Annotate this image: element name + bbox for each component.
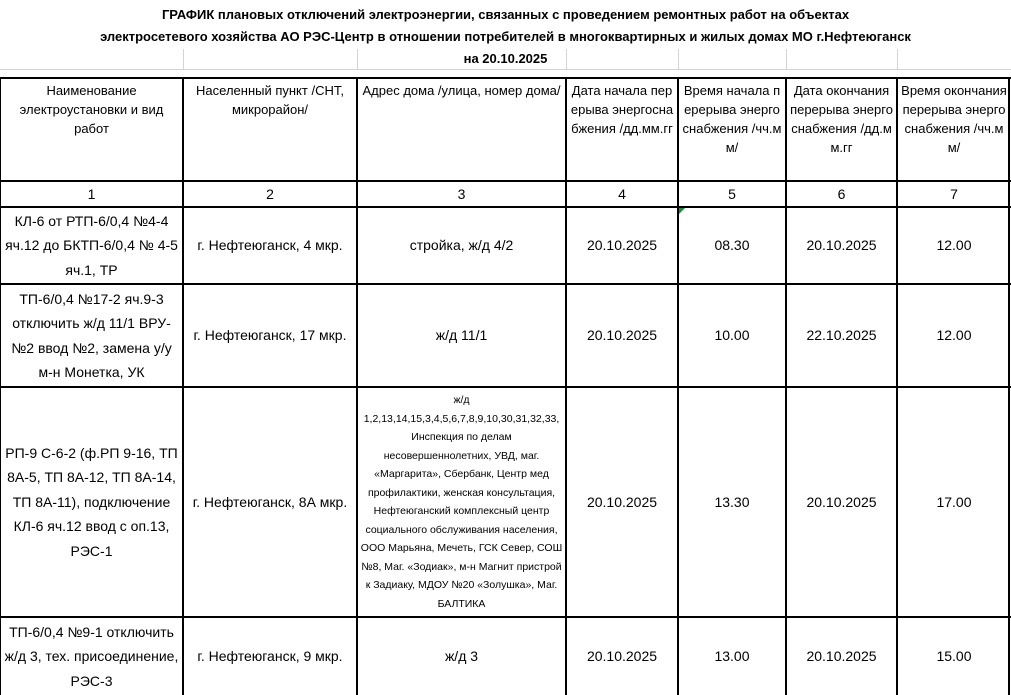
column-number: 5 <box>728 186 736 202</box>
table-border <box>0 206 1011 208</box>
title-line-2: электросетевого хозяйства АО РЭС-Центр в отношении потребителей в многоквартирных и жилых домах МО г.Нефтеюганск <box>100 28 911 44</box>
header-start-time: Время начала перерыва энергоснабжения /чч.мм/ <box>682 83 782 155</box>
row-1-start-date: 20.10.2025 <box>586 237 658 254</box>
row-1-end-date: 20.10.2025 <box>806 237 877 254</box>
title-date: на 20.10.2025 <box>463 50 548 66</box>
header-installation: Наименование электроустановки и вид работ <box>19 83 164 136</box>
table-border <box>785 77 787 695</box>
header-address: Адрес дома /улица, номер дома/ <box>362 83 561 98</box>
row-3-address: ж/д 1,2,13,14,15,3,4,5,6,7,8,9,10,30,31,32,33, Инспекция по делам несовершеннолетних, УВД, маг. «Маргарита», Сбербанк, Центр мед профилактики, женская консультация, Нефтеюганский комплексный центр социального обслуживания населения, ООО Марьяна, Мечеть, ГСК Север, СОШ №8, Маг. «Зодиак», м-н Магнит пристрой к Задиаку, МДОУ №20 «Золушка», Маг. БАЛТИКА <box>360 394 563 610</box>
cell-error-marker-icon <box>679 208 685 214</box>
row-4-start-date: 20.10.2025 <box>586 648 658 665</box>
table-border <box>0 616 1011 618</box>
row-2-locality: г. Нефтеюганск, 17 мкр. <box>193 327 347 344</box>
row-2-address: ж/д 11/1 <box>435 327 488 344</box>
row-1-locality: г. Нефтеюганск, 4 мкр. <box>197 237 343 254</box>
table-border <box>0 386 1011 388</box>
column-number: 1 <box>87 186 96 202</box>
column-number: 3 <box>457 186 466 202</box>
row-1-installation: КЛ-6 от РТП-6/0,4 №4-4 яч.12 до БКТП-6/0,4 № 4-5 яч.1, ТР <box>5 212 178 278</box>
row-4-end-time: 15.00 <box>936 648 972 665</box>
column-number: 6 <box>837 186 846 202</box>
header-end-date: Дата окончания перерыва энергоснабжения /дд.мм.гг <box>790 83 893 155</box>
row-2-end-time: 12.00 <box>936 327 972 344</box>
row-4-locality: г. Нефтеюганск, 9 мкр. <box>197 648 343 665</box>
table-border <box>0 77 1 695</box>
table-border <box>0 77 1011 79</box>
column-number: 4 <box>618 186 626 202</box>
row-2-end-date: 22.10.2025 <box>806 327 877 344</box>
table-border <box>356 77 358 695</box>
row-3-locality: г. Нефтеюганск, 8А мкр. <box>192 493 348 510</box>
row-2-installation: ТП-6/0,4 №17-2 яч.9-3 отключить ж/д 11/1 ВРУ-№2 ввод №2, замена у/у м-н Монетка, УК <box>11 290 172 380</box>
table-border <box>1008 77 1010 695</box>
table-border <box>565 77 567 695</box>
row-3-start-time: 13.30 <box>714 493 750 510</box>
table-border <box>896 77 898 695</box>
gridline <box>0 69 1011 70</box>
column-number: 7 <box>950 186 958 202</box>
header-start-date: Дата начала перерыва энергоснабжения /дд.мм.гг <box>570 83 674 136</box>
table-border <box>0 283 1011 285</box>
row-3-end-date: 20.10.2025 <box>806 493 877 510</box>
row-1-end-time: 12.00 <box>936 237 972 254</box>
row-2-start-date: 20.10.2025 <box>586 327 658 344</box>
table-border <box>0 180 1011 182</box>
row-2-start-time: 10.00 <box>714 327 750 344</box>
header-end-time: Время окончания перерыва энергоснабжения /чч.мм/ <box>901 83 1007 155</box>
row-4-end-date: 20.10.2025 <box>806 648 877 665</box>
row-3-installation: РП-9 С-6-2 (ф.РП 9-16, ТП 8А-5, ТП 8А-12, ТП 8А-14, ТП 8А-11), подключение КЛ-6 яч.12 ввод с оп.13, РЭС-1 <box>5 444 178 559</box>
column-number: 2 <box>266 186 274 202</box>
header-locality: Населенный пункт /СНТ, микрорайон/ <box>196 83 344 117</box>
row-3-start-date: 20.10.2025 <box>586 493 658 510</box>
title-line-1: ГРАФИК плановых отключений электроэнергии, связанных с проведением ремонтных работ на объектах <box>161 6 850 22</box>
row-4-address: ж/д 3 <box>444 648 479 665</box>
table-border <box>677 77 679 695</box>
row-1-start-time: 08.30 <box>714 237 750 254</box>
row-1-address: стройка, ж/д 4/2 <box>409 237 514 254</box>
row-4-start-time: 13.00 <box>714 648 750 665</box>
row-4-installation: ТП-6/0,4 №9-1 отключить ж/д 3, тех. присоединение, РЭС-3 <box>4 623 179 689</box>
table-border <box>182 77 184 695</box>
row-3-end-time: 17.00 <box>936 493 972 510</box>
